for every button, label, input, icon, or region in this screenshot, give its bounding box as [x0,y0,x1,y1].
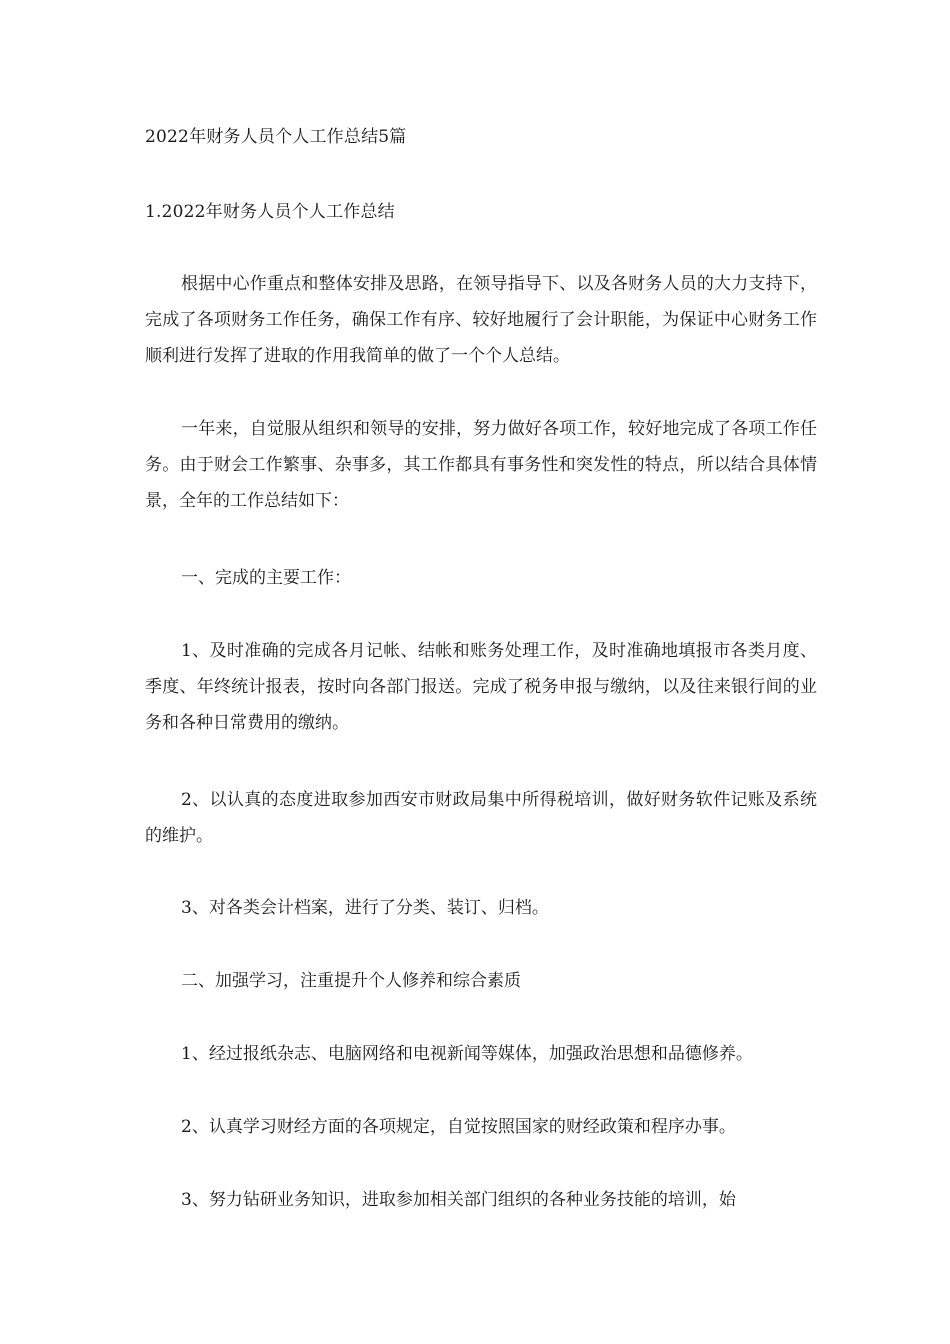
heading-main-work: 一、完成的主要工作： [181,568,351,588]
paragraph-intro: 根据中心作重点和整体安排及思路，在领导指导下、以及各财务人员的大力支持下，完成了各项财务工作任务，确保工作有序、较好地履行了会计职能，为保证中心财务工作顺利进行发挥了进取的作用我简单的做了一个个人总结。 [145,274,817,366]
list-item-2: 2、以认真的态度进取参加西安市财政局集中所得税培训，做好财务软件记账及系统的维护。 [145,790,817,846]
paragraph-overview: 一年来，自觉服从组织和领导的安排，努力做好各项工作，较好地完成了各项工作任务。由于财会工作繁事、杂事多，其工作都具有事务性和突发性的特点，所以结合具体情景，全年的工作总结如下： [145,419,817,511]
list-item-1: 1、及时准确的完成各月记帐、结帐和账务处理工作，及时准确地填报市各类月度、季度、年终统计报表，按时向各部门报送。完成了税务申报与缴纳，以及往来银行间的业务和各种日常费用的缴纳。 [145,641,817,733]
document-title: 2022年财务人员个人工作总结5篇 [145,127,407,147]
list-item-3: 3、对各类会计档案，进行了分类、装订、归档。 [181,898,549,918]
section-heading: 1.2022年财务人员个人工作总结 [145,202,395,222]
study-item-3: 3、努力钻研业务知识，进取参加相关部门组织的各种业务技能的培训，始 [181,1190,736,1210]
study-item-1: 1、经过报纸杂志、电脑网络和电视新闻等媒体，加强政治思想和品德修养。 [181,1044,753,1064]
heading-study: 二、加强学习，注重提升个人修养和综合素质 [181,971,521,991]
study-item-2: 2、认真学习财经方面的各项规定，自觉按照国家的财经政策和程序办事。 [181,1117,736,1137]
